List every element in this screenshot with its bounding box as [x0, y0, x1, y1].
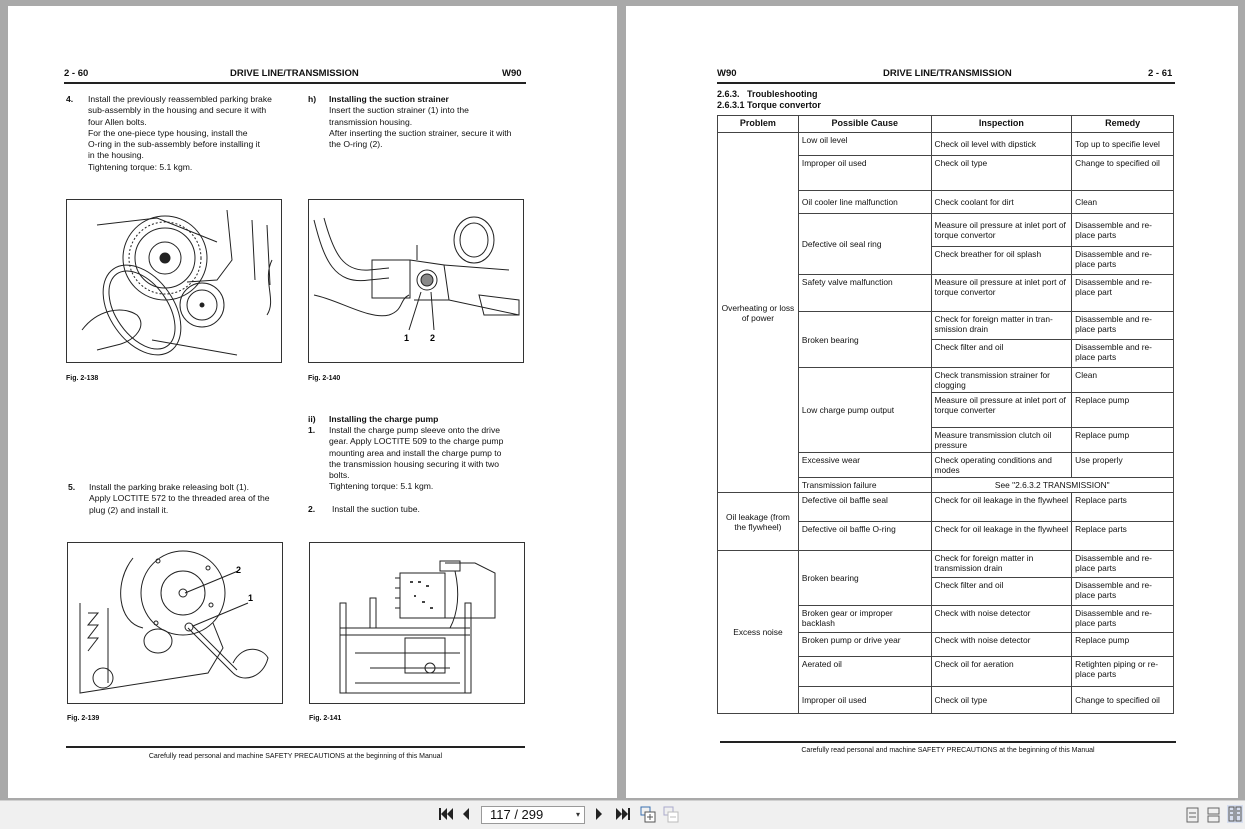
step-title: Installing the charge pump — [329, 414, 439, 424]
text-line: gear. Apply LOCTITE 509 to the charge pump — [329, 436, 504, 447]
previous-page-button[interactable] — [461, 807, 471, 821]
problem-cell: Oil leakage (from the flywheel) — [718, 493, 799, 551]
column-header: Possible Cause — [798, 116, 931, 133]
page-number: 2 - 60 — [64, 68, 89, 79]
text-line: transmission housing. — [329, 116, 413, 127]
troubleshooting-table — [717, 115, 1174, 714]
remedy-cell: Top up to specifie level — [1072, 133, 1174, 156]
text-line: Install the parking brake releasing bolt (1). — [89, 482, 250, 492]
single-page-view-button[interactable] — [1186, 807, 1200, 823]
inspection-cell: Check for foreign matter in tran-smission drain — [931, 312, 1072, 340]
inspection-cell: Measure oil pressure at inlet port of torque convertor — [931, 275, 1072, 312]
inspection-cell: Check operating conditions and modes — [931, 453, 1072, 478]
single-page-icon — [1186, 807, 1200, 823]
remedy-cell: Clean — [1072, 368, 1174, 393]
page-header-model: W90 — [502, 68, 522, 79]
inspection-cell: Check for oil leakage in the flywheel — [931, 522, 1072, 551]
callout-label: 2 — [236, 565, 242, 575]
step-ii-1-text — [329, 425, 527, 493]
continuous-page-icon — [1207, 807, 1221, 823]
insert-page-button[interactable] — [640, 806, 656, 823]
text-line: plug (2) and install it. — [89, 504, 169, 515]
next-page-icon — [594, 807, 604, 821]
cause-cell: Low charge pump output — [798, 368, 931, 453]
page-number-input[interactable] — [481, 806, 585, 824]
charge-pump-stand-illustration — [310, 543, 524, 703]
table-row — [718, 551, 1174, 578]
inspection-cell: Check filter and oil — [931, 340, 1072, 368]
problem-cell: Excess noise — [718, 551, 799, 714]
page-header-model: W90 — [717, 68, 737, 79]
step-number: h) — [308, 94, 317, 104]
page-header-title: DRIVE LINE/TRANSMISSION — [230, 68, 359, 79]
safety-footer: Carefully read personal and machine SAFETY PRECAUTIONS at the beginning of this Manual — [148, 753, 443, 760]
figure-2-138 — [66, 199, 282, 363]
step-number: 1. — [308, 425, 316, 435]
text-line: For the one-piece type housing, install the — [88, 127, 248, 138]
pdf-page-right — [626, 6, 1238, 798]
remedy-cell: Disassemble and re-place parts — [1072, 578, 1174, 606]
step-number: 4. — [66, 94, 74, 104]
cause-cell: Defective oil baffle seal — [798, 493, 931, 522]
remedy-cell: Change to specified oil — [1072, 687, 1174, 714]
safety-footer: Carefully read personal and machine SAFETY PRECAUTIONS at the beginning of this Manual — [801, 747, 1095, 754]
cause-cell: Broken bearing — [798, 312, 931, 368]
last-page-icon — [615, 807, 631, 821]
flywheel-illustration — [67, 200, 281, 362]
remedy-cell: Disassemble and re-place part — [1072, 275, 1174, 312]
page-header-title: DRIVE LINE/TRANSMISSION — [883, 68, 1012, 79]
text-line: bolts. — [329, 470, 350, 481]
continuous-view-button[interactable] — [1207, 807, 1221, 823]
next-page-button[interactable] — [594, 807, 604, 821]
column-header: Problem — [718, 116, 799, 133]
cross-reference-cell: See "2.6.3.2 TRANSMISSION" — [931, 478, 1173, 493]
figure-caption: Fig. 2-140 — [308, 375, 341, 382]
suction-strainer-illustration — [309, 200, 523, 362]
remove-page-button[interactable] — [663, 806, 679, 823]
problem-cell: Overheating or loss of power — [718, 133, 799, 493]
navigation-toolbar — [0, 800, 1245, 829]
text-line: Install the charge pump sleeve onto the drive — [329, 425, 501, 435]
footer-rule — [720, 741, 1176, 743]
column-header: Inspection — [931, 116, 1072, 133]
remedy-cell: Use properly — [1072, 453, 1174, 478]
figure-2-139 — [67, 542, 283, 704]
text-line: Install the previously reassembled parking brake — [88, 94, 272, 104]
subsection-heading: 2.6.3.1 Torque convertor — [717, 100, 821, 110]
figure-caption: Fig. 2-141 — [309, 715, 342, 722]
remedy-cell: Replace parts — [1072, 522, 1174, 551]
inspection-cell: Check breather for oil splash — [931, 247, 1072, 275]
step-4-text — [88, 94, 288, 173]
cause-cell: Oil cooler line malfunction — [798, 191, 931, 214]
header-rule — [717, 82, 1175, 84]
inspection-cell: Check filter and oil — [931, 578, 1072, 606]
cause-cell: Defective oil seal ring — [798, 214, 931, 275]
inspection-cell: Check for foreign matter in transmission drain — [931, 551, 1072, 578]
cause-cell: Excessive wear — [798, 453, 931, 478]
page-indicator-text: 117 / 299 — [490, 807, 544, 822]
remedy-cell: Disassemble and re-place parts — [1072, 606, 1174, 633]
remedy-cell: Disassemble and re-place parts — [1072, 214, 1174, 247]
figure-2-141 — [309, 542, 525, 704]
page-number: 2 - 61 — [1148, 68, 1173, 79]
footer-rule — [66, 746, 525, 748]
text-line: mounting area and install the charge pump to — [329, 447, 502, 458]
inspection-cell: Check oil for aeration — [931, 657, 1072, 687]
cause-cell: Broken bearing — [798, 551, 931, 606]
page-dropdown-icon[interactable]: ▾ — [575, 810, 580, 819]
two-page-view-button[interactable] — [1227, 805, 1243, 823]
figure-caption: Fig. 2-139 — [67, 715, 100, 722]
remedy-cell: Change to specified oil — [1072, 156, 1174, 191]
header-rule — [64, 82, 526, 84]
insert-page-icon — [640, 806, 656, 823]
step-number: 5. — [68, 482, 76, 492]
inspection-cell: Measure transmission clutch oil pressure — [931, 428, 1072, 453]
cause-cell: Improper oil used — [798, 156, 931, 191]
inspection-cell: Check with noise detector — [931, 606, 1072, 633]
cause-cell: Low oil level — [798, 133, 931, 156]
text-line: sub-assembly in the housing and secure it with — [88, 105, 267, 116]
table-header-row — [718, 116, 1174, 133]
first-page-button[interactable] — [438, 807, 454, 821]
figure-caption: Fig. 2-138 — [66, 375, 99, 382]
remedy-cell: Retighten piping or re-place parts — [1072, 657, 1174, 687]
two-page-icon — [1228, 806, 1242, 822]
text-line: in the housing. — [88, 150, 144, 161]
inspection-cell: Check for oil leakage in the flywheel — [931, 493, 1072, 522]
callout-label: 2 — [430, 333, 436, 343]
step-ii-text — [329, 414, 527, 425]
text-line: Tightening torque: 5.1 kgm. — [329, 481, 434, 492]
text-line: four Allen bolts. — [88, 116, 147, 127]
inspection-cell: Measure oil pressure at inlet port of torque converter — [931, 393, 1072, 428]
cause-cell: Transmission failure — [798, 478, 931, 493]
brake-bolt-illustration — [68, 543, 282, 703]
first-page-icon — [438, 807, 454, 821]
cause-cell: Defective oil baffle O-ring — [798, 522, 931, 551]
remedy-cell: Clean — [1072, 191, 1174, 214]
text-line: Apply LOCTITE 572 to the threaded area of the — [89, 493, 270, 504]
text-line: O-ring in the sub-assembly before installing it — [88, 139, 260, 150]
table-row — [718, 493, 1174, 522]
remedy-cell: Disassemble and re-place parts — [1072, 312, 1174, 340]
remedy-cell: Replace pump — [1072, 428, 1174, 453]
inspection-cell: Check coolant for dirt — [931, 191, 1072, 214]
text-line: the O-ring (2). — [329, 139, 383, 150]
last-page-button[interactable] — [615, 807, 631, 821]
text-line: Insert the suction strainer (1) into the — [329, 105, 469, 116]
remedy-cell: Disassemble and re-place parts — [1072, 340, 1174, 368]
figure-2-140 — [308, 199, 524, 363]
inspection-cell: Check transmission strainer for clogging — [931, 368, 1072, 393]
step-title: Installing the suction strainer — [329, 94, 449, 104]
remedy-cell: Replace pump — [1072, 633, 1174, 657]
cause-cell: Safety valve malfunction — [798, 275, 931, 312]
pdf-page-left — [8, 6, 617, 798]
cause-cell: Improper oil used — [798, 687, 931, 714]
text-line: the transmission housing securing it with two — [329, 458, 500, 469]
cause-cell: Broken pump or drive year — [798, 633, 931, 657]
step-number: ii) — [308, 414, 316, 424]
cause-cell: Broken gear or improper backlash — [798, 606, 931, 633]
inspection-cell: Check oil level with dipstick — [931, 133, 1072, 156]
remedy-cell: Replace pump — [1072, 393, 1174, 428]
inspection-cell: Check oil type — [931, 156, 1072, 191]
callout-label: 1 — [248, 593, 254, 603]
inspection-cell: Measure oil pressure at inlet port of torque convertor — [931, 214, 1072, 247]
column-header: Remedy — [1072, 116, 1174, 133]
remedy-cell: Disassemble and re-place parts — [1072, 551, 1174, 578]
step-h-text — [329, 94, 525, 150]
inspection-cell: Check oil type — [931, 687, 1072, 714]
remove-page-icon — [663, 806, 679, 823]
inspection-cell: Check with noise detector — [931, 633, 1072, 657]
callout-label: 1 — [404, 333, 410, 343]
text-line: Tightening torque: 5.1 kgm. — [88, 161, 193, 172]
prev-page-icon — [461, 807, 471, 821]
cause-cell: Aerated oil — [798, 657, 931, 687]
remedy-cell: Disassemble and re-place parts — [1072, 247, 1174, 275]
text-line: After inserting the suction strainer, secure it with — [329, 127, 512, 138]
section-heading: 2.6.3. Troubleshooting — [717, 89, 818, 99]
table-row — [718, 133, 1174, 156]
step-5-text — [89, 482, 299, 516]
step-number: 2. — [308, 504, 316, 514]
step-ii-2-text: Install the suction tube. — [332, 504, 420, 514]
remedy-cell: Replace parts — [1072, 493, 1174, 522]
